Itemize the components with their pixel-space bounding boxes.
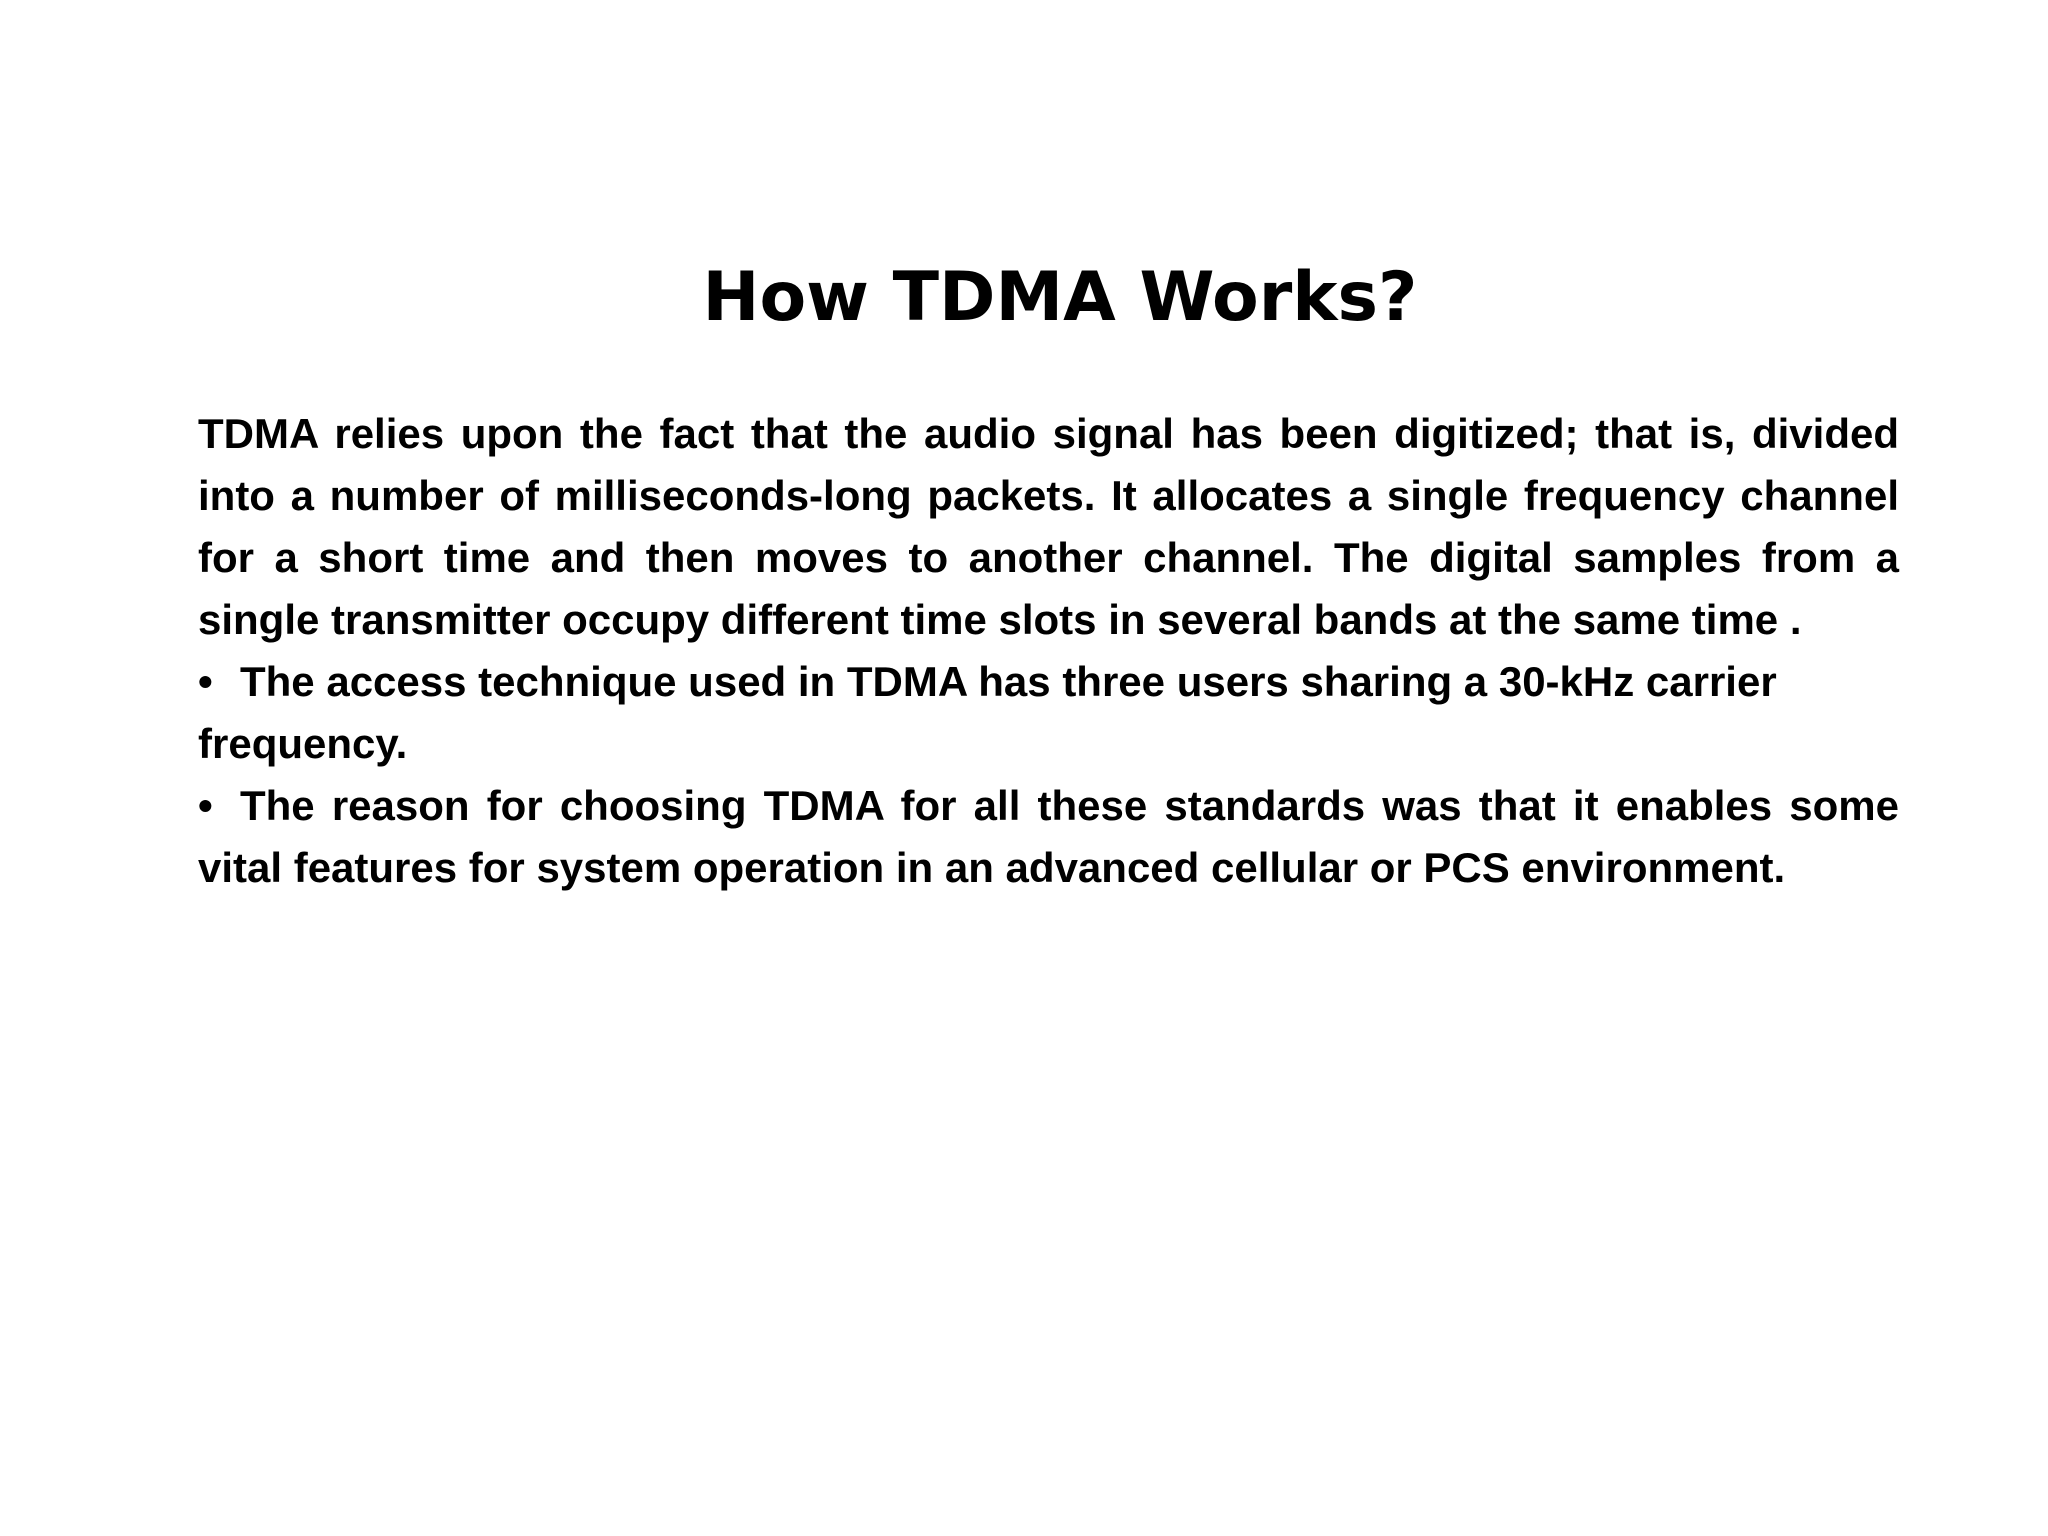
bullet-text: The access technique used in TDMA has three users sharing a 30-kHz carrier frequency. [198, 658, 1777, 767]
intro-paragraph: TDMA relies upon the fact that the audio signal has been digitized; that is, divided into a number of milliseconds-long packets. It allocates a single frequency channel for a short time and then moves to another channel. The digital samples from a single transmitter occupy different time slots in several bands at the same time . [198, 410, 1899, 643]
bullet-icon: • [198, 658, 213, 705]
bullet-item [198, 651, 1899, 775]
slide-title: How TDMA Works? [702, 258, 1418, 337]
bullet-icon: • [198, 782, 213, 829]
bullet-text: The reason for choosing TDMA for all these standards was that it enables some vital features for system operation in an advanced cellular or PCS environment. [198, 782, 1899, 891]
bullet-item [198, 775, 1899, 899]
slide-body [198, 403, 1899, 899]
